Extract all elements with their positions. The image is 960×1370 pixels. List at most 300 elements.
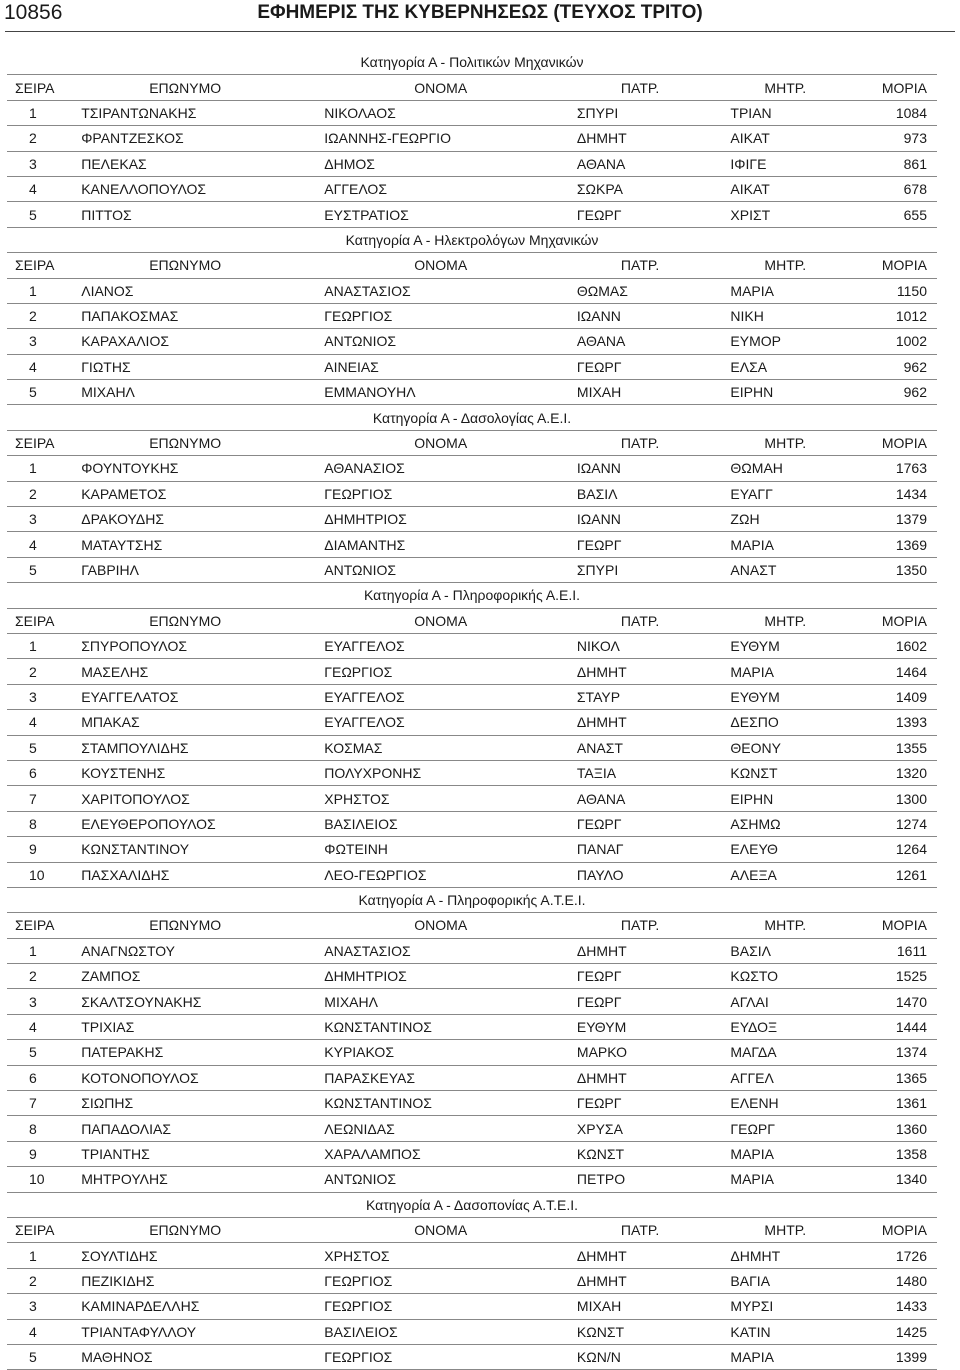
column-header-row (7, 430, 937, 455)
table-row (7, 1141, 937, 1166)
cell-mother-name: ΘΕΟΝΥ (720, 735, 865, 760)
category-title-row (7, 1192, 937, 1217)
cell-mother-name: ΚΩΝΣΤ (720, 760, 865, 785)
cell-surname: ΠΑΠΑΚΟΣΜΑΣ (71, 303, 314, 328)
table-row (7, 1014, 937, 1039)
cell-father-name: ΑΘΑΝΑ (567, 329, 721, 354)
table-row (7, 633, 937, 658)
cell-mother-name: ΤΡΙΑΝ (720, 100, 865, 125)
cell-first-name: ΓΕΩΡΓΙΟΣ (314, 303, 567, 328)
column-header-score: ΜΟΡΙΑ (865, 253, 937, 278)
cell-father-name: ΣΩΚΡΑ (567, 176, 721, 201)
table-row (7, 1167, 937, 1192)
cell-row-number: 3 (7, 684, 71, 709)
table-row (7, 989, 937, 1014)
page-number: 10856 (4, 1, 63, 24)
cell-mother-name: ΑΓΓΕΛ (720, 1065, 865, 1090)
cell-surname: ΣΤΑΜΠΟΥΛΙΔΗΣ (71, 735, 314, 760)
table-row (7, 456, 937, 481)
cell-surname: ΓΙΩΤΗΣ (71, 354, 314, 379)
table-row (7, 1243, 937, 1268)
cell-mother-name: ΑΣΗΜΩ (720, 811, 865, 836)
cell-mother-name: ΕΛΕΝΗ (720, 1091, 865, 1116)
cell-first-name: ΓΕΩΡΓΙΟΣ (314, 481, 567, 506)
cell-row-number: 7 (7, 786, 71, 811)
cell-surname: ΤΡΙΧΙΑΣ (71, 1014, 314, 1039)
cell-surname: ΜΙΧΑΗΛ (71, 380, 314, 405)
cell-mother-name: ΓΕΩΡΓ (720, 1116, 865, 1141)
cell-surname: ΣΠΥΡΟΠΟΥΛΟΣ (71, 633, 314, 658)
cell-row-number: 5 (7, 1344, 71, 1369)
cell-first-name: ΦΩΤΕΙΝΗ (314, 837, 567, 862)
cell-father-name: ΓΕΩΡΓ (567, 354, 721, 379)
table-row (7, 684, 937, 709)
table-row (7, 303, 937, 328)
cell-mother-name: ΑΙΚΑΤ (720, 126, 865, 151)
table-row (7, 964, 937, 989)
column-header-father-name: ΠΑΤΡ. (567, 253, 721, 278)
cell-father-name: ΓΕΩΡΓ (567, 989, 721, 1014)
category-title-row (7, 405, 937, 430)
cell-surname: ΚΑΜΙΝΑΡΔΕΛΛΗΣ (71, 1294, 314, 1319)
cell-mother-name: ΕΛΕΥΘ (720, 837, 865, 862)
cell-father-name: ΚΩΝ/Ν (567, 1344, 721, 1369)
column-header-row-number: ΣΕΙΡΑ (7, 913, 71, 938)
cell-surname: ΜΠΑΚΑΣ (71, 710, 314, 735)
cell-row-number: 1 (7, 278, 71, 303)
table-row (7, 837, 937, 862)
gazette-title: ΕΦΗΜΕΡΙΣ ΤΗΣ ΚΥΒΕΡΝΗΣΕΩΣ (ΤΕΥΧΟΣ ΤΡΙΤΟ) (257, 2, 703, 23)
table-row (7, 176, 937, 201)
cell-surname: ΤΡΙΑΝΤΗΣ (71, 1141, 314, 1166)
cell-father-name: ΔΗΜΗΤ (567, 659, 721, 684)
column-header-first-name: ΟΝΟΜΑ (314, 913, 567, 938)
cell-surname: ΚΟΤΟΝΟΠΟΥΛΟΣ (71, 1065, 314, 1090)
cell-mother-name: ΙΦΙΓΕ (720, 151, 865, 176)
page-header (0, 0, 960, 30)
table-row (7, 1116, 937, 1141)
category-title-row (7, 583, 937, 608)
cell-surname: ΠΑΤΕΡΑΚΗΣ (71, 1040, 314, 1065)
cell-row-number: 5 (7, 735, 71, 760)
cell-father-name: ΠΑΝΑΓ (567, 837, 721, 862)
column-header-row (7, 608, 937, 633)
cell-row-number: 1 (7, 456, 71, 481)
cell-score: 973 (865, 126, 937, 151)
column-header-first-name: ΟΝΟΜΑ (314, 75, 567, 100)
cell-mother-name: ΜΑΡΙΑ (720, 1141, 865, 1166)
cell-first-name: ΓΕΩΡΓΙΟΣ (314, 1268, 567, 1293)
cell-score: 1355 (865, 735, 937, 760)
cell-father-name: ΚΩΝΣΤ (567, 1141, 721, 1166)
table-row (7, 735, 937, 760)
column-header-score: ΜΟΡΙΑ (865, 75, 937, 100)
table-row (7, 481, 937, 506)
cell-father-name: ΣΤΑΥΡ (567, 684, 721, 709)
column-header-father-name: ΠΑΤΡ. (567, 1217, 721, 1242)
cell-row-number: 2 (7, 1268, 71, 1293)
cell-first-name: ΔΗΜΗΤΡΙΟΣ (314, 964, 567, 989)
cell-first-name: ΓΕΩΡΓΙΟΣ (314, 1344, 567, 1369)
cell-mother-name: ΜΑΡΙΑ (720, 659, 865, 684)
table-row (7, 710, 937, 735)
cell-row-number: 9 (7, 1141, 71, 1166)
cell-first-name: ΠΑΡΑΣΚΕΥΑΣ (314, 1065, 567, 1090)
cell-score: 1470 (865, 989, 937, 1014)
cell-row-number: 8 (7, 1116, 71, 1141)
table-row (7, 1319, 937, 1344)
table-row (7, 1344, 937, 1369)
cell-mother-name: ΧΡΙΣΤ (720, 202, 865, 227)
cell-father-name: ΤΑΞΙΑ (567, 760, 721, 785)
header-divider (5, 31, 955, 32)
cell-score: 1358 (865, 1141, 937, 1166)
column-header-score: ΜΟΡΙΑ (865, 913, 937, 938)
cell-father-name: ΠΑΥΛΟ (567, 862, 721, 887)
cell-father-name: ΠΕΤΡΟ (567, 1167, 721, 1192)
column-header-surname: ΕΠΩΝΥΜΟ (71, 253, 314, 278)
cell-first-name: ΕΥΑΓΓΕΛΟΣ (314, 633, 567, 658)
cell-father-name: ΓΕΩΡΓ (567, 532, 721, 557)
cell-row-number: 5 (7, 202, 71, 227)
table-row (7, 100, 937, 125)
cell-score: 1726 (865, 1243, 937, 1268)
cell-father-name: ΔΗΜΗΤ (567, 938, 721, 963)
cell-first-name: ΒΑΣΙΛΕΙΟΣ (314, 1319, 567, 1344)
cell-row-number: 3 (7, 507, 71, 532)
cell-surname: ΠΑΠΑΔΟΛΙΑΣ (71, 1116, 314, 1141)
cell-mother-name: ΜΑΡΙΑ (720, 1167, 865, 1192)
cell-row-number: 5 (7, 1040, 71, 1065)
cell-score: 1525 (865, 964, 937, 989)
cell-first-name: ΚΟΣΜΑΣ (314, 735, 567, 760)
cell-surname: ΕΛΕΥΘΕΡΟΠΟΥΛΟΣ (71, 811, 314, 836)
cell-score: 1261 (865, 862, 937, 887)
cell-first-name: ΓΕΩΡΓΙΟΣ (314, 659, 567, 684)
cell-first-name: ΝΙΚΟΛΑΟΣ (314, 100, 567, 125)
cell-score: 1374 (865, 1040, 937, 1065)
cell-score: 1365 (865, 1065, 937, 1090)
table-row (7, 760, 937, 785)
table-row (7, 202, 937, 227)
cell-father-name: ΣΠΥΡΙ (567, 100, 721, 125)
cell-father-name: ΓΕΩΡΓ (567, 811, 721, 836)
column-header-mother-name: ΜΗΤΡ. (720, 430, 865, 455)
column-header-mother-name: ΜΗΤΡ. (720, 253, 865, 278)
cell-father-name: ΕΥΘΥΜ (567, 1014, 721, 1039)
cell-surname: ΜΑΘΗΝΟΣ (71, 1344, 314, 1369)
cell-score: 1409 (865, 684, 937, 709)
results-table-body (7, 50, 937, 1370)
column-header-row (7, 253, 937, 278)
column-header-mother-name: ΜΗΤΡ. (720, 75, 865, 100)
cell-father-name: ΓΕΩΡΓ (567, 964, 721, 989)
cell-score: 1434 (865, 481, 937, 506)
cell-score: 1264 (865, 837, 937, 862)
cell-mother-name: ΜΥΡΣΙ (720, 1294, 865, 1319)
cell-row-number: 2 (7, 659, 71, 684)
cell-score: 1464 (865, 659, 937, 684)
cell-mother-name: ΕΛΣΑ (720, 354, 865, 379)
category-title: Κατηγορία Α - Πληροφορικής Α.Τ.Ε.Ι. (7, 887, 937, 912)
cell-first-name: ΕΜΜΑΝΟΥΗΛ (314, 380, 567, 405)
cell-row-number: 3 (7, 1294, 71, 1319)
cell-surname: ΚΩΝΣΤΑΝΤΙΝΟΥ (71, 837, 314, 862)
cell-mother-name: ΚΩΣΤΟ (720, 964, 865, 989)
cell-father-name: ΔΗΜΗΤ (567, 1065, 721, 1090)
cell-surname: ΚΑΝΕΛΛΟΠΟΥΛΟΣ (71, 176, 314, 201)
column-header-first-name: ΟΝΟΜΑ (314, 253, 567, 278)
column-header-father-name: ΠΑΤΡ. (567, 608, 721, 633)
cell-row-number: 4 (7, 1014, 71, 1039)
cell-first-name: ΧΡΗΣΤΟΣ (314, 786, 567, 811)
cell-mother-name: ΔΕΣΠΟ (720, 710, 865, 735)
cell-surname: ΦΡΑΝΤΖΕΣΚΟΣ (71, 126, 314, 151)
table-row (7, 1091, 937, 1116)
cell-score: 1340 (865, 1167, 937, 1192)
cell-score: 678 (865, 176, 937, 201)
column-header-father-name: ΠΑΤΡ. (567, 913, 721, 938)
cell-row-number: 1 (7, 633, 71, 658)
cell-surname: ΔΡΑΚΟΥΔΗΣ (71, 507, 314, 532)
cell-father-name: ΑΘΑΝΑ (567, 151, 721, 176)
cell-mother-name: ΕΥΜΟΡ (720, 329, 865, 354)
cell-surname: ΚΟΥΣΤΕΝΗΣ (71, 760, 314, 785)
cell-surname: ΑΝΑΓΝΩΣΤΟΥ (71, 938, 314, 963)
cell-surname: ΠΕΖΙΚΙΔΗΣ (71, 1268, 314, 1293)
cell-row-number: 4 (7, 354, 71, 379)
cell-first-name: ΛΕΩΝΙΔΑΣ (314, 1116, 567, 1141)
cell-row-number: 6 (7, 760, 71, 785)
cell-father-name: ΙΩΑΝΝ (567, 507, 721, 532)
cell-surname: ΓΑΒΡΙΗΛ (71, 557, 314, 582)
table-row (7, 278, 937, 303)
cell-surname: ΜΑΤΑΥΤΣΗΣ (71, 532, 314, 557)
table-row (7, 1268, 937, 1293)
column-header-row-number: ΣΕΙΡΑ (7, 430, 71, 455)
cell-score: 1274 (865, 811, 937, 836)
cell-score: 1611 (865, 938, 937, 963)
table-row (7, 557, 937, 582)
cell-surname: ΕΥΑΓΓΕΛΑΤΟΣ (71, 684, 314, 709)
category-title-row (7, 227, 937, 252)
column-header-father-name: ΠΑΤΡ. (567, 430, 721, 455)
cell-row-number: 8 (7, 811, 71, 836)
column-header-score: ΜΟΡΙΑ (865, 608, 937, 633)
column-header-mother-name: ΜΗΤΡ. (720, 1217, 865, 1242)
column-header-row (7, 913, 937, 938)
cell-first-name: ΑΓΓΕΛΟΣ (314, 176, 567, 201)
cell-score: 1320 (865, 760, 937, 785)
cell-father-name: ΧΡΥΣΑ (567, 1116, 721, 1141)
cell-father-name: ΑΘΑΝΑ (567, 786, 721, 811)
cell-surname: ΠΑΣΧΑΛΙΔΗΣ (71, 862, 314, 887)
cell-score: 861 (865, 151, 937, 176)
cell-first-name: ΕΥΑΓΓΕΛΟΣ (314, 684, 567, 709)
cell-father-name: ΓΕΩΡΓ (567, 1091, 721, 1116)
cell-row-number: 9 (7, 837, 71, 862)
cell-first-name: ΑΝΤΩΝΙΟΣ (314, 329, 567, 354)
cell-father-name: ΣΠΥΡΙ (567, 557, 721, 582)
cell-first-name: ΓΕΩΡΓΙΟΣ (314, 1294, 567, 1319)
cell-surname: ΠΕΛΕΚΑΣ (71, 151, 314, 176)
cell-surname: ΚΑΡΑΧΑΛΙΟΣ (71, 329, 314, 354)
cell-first-name: ΔΗΜΗΤΡΙΟΣ (314, 507, 567, 532)
cell-father-name: ΝΙΚΟΛ (567, 633, 721, 658)
cell-score: 1480 (865, 1268, 937, 1293)
column-header-mother-name: ΜΗΤΡ. (720, 608, 865, 633)
cell-score: 1393 (865, 710, 937, 735)
cell-father-name: ΒΑΣΙΛ (567, 481, 721, 506)
cell-first-name: ΑΝΤΩΝΙΟΣ (314, 557, 567, 582)
table-row (7, 151, 937, 176)
table-row (7, 862, 937, 887)
cell-mother-name: ΝΙΚΗ (720, 303, 865, 328)
cell-surname: ΤΡΙΑΝΤΑΦΥΛΛΟΥ (71, 1319, 314, 1344)
column-header-father-name: ΠΑΤΡ. (567, 75, 721, 100)
cell-score: 1369 (865, 532, 937, 557)
cell-score: 1012 (865, 303, 937, 328)
cell-row-number: 4 (7, 532, 71, 557)
cell-first-name: ΧΡΗΣΤΟΣ (314, 1243, 567, 1268)
cell-row-number: 3 (7, 989, 71, 1014)
cell-mother-name: ΚΑΤΙΝ (720, 1319, 865, 1344)
column-header-row-number: ΣΕΙΡΑ (7, 1217, 71, 1242)
cell-first-name: ΙΩΑΝΝΗΣ-ΓΕΩΡΓΙΟ (314, 126, 567, 151)
cell-score: 1379 (865, 507, 937, 532)
cell-first-name: ΔΙΑΜΑΝΤΗΣ (314, 532, 567, 557)
cell-father-name: ΜΙΧΑΗ (567, 1294, 721, 1319)
column-header-surname: ΕΠΩΝΥΜΟ (71, 75, 314, 100)
cell-first-name: ΠΟΛΥΧΡΟΝΗΣ (314, 760, 567, 785)
cell-row-number: 4 (7, 710, 71, 735)
cell-mother-name: ΕΥΑΓΓ (720, 481, 865, 506)
column-header-surname: ΕΠΩΝΥΜΟ (71, 1217, 314, 1242)
cell-mother-name: ΔΗΜΗΤ (720, 1243, 865, 1268)
cell-surname: ΣΚΑΛΤΣΟΥΝΑΚΗΣ (71, 989, 314, 1014)
results-table (7, 50, 937, 1370)
cell-surname: ΧΑΡΙΤΟΠΟΥΛΟΣ (71, 786, 314, 811)
cell-first-name: ΒΑΣΙΛΕΙΟΣ (314, 811, 567, 836)
cell-first-name: ΑΙΝΕΙΑΣ (314, 354, 567, 379)
cell-surname: ΣΟΥΛΤΙΔΗΣ (71, 1243, 314, 1268)
cell-row-number: 6 (7, 1065, 71, 1090)
cell-mother-name: ΕΙΡΗΝ (720, 380, 865, 405)
cell-score: 1300 (865, 786, 937, 811)
cell-score: 1444 (865, 1014, 937, 1039)
cell-surname: ΚΑΡΑΜΕΤΟΣ (71, 481, 314, 506)
cell-surname: ΜΑΣΕΛΗΣ (71, 659, 314, 684)
cell-mother-name: ΕΙΡΗΝ (720, 786, 865, 811)
cell-mother-name: ΘΩΜΑΗ (720, 456, 865, 481)
cell-row-number: 7 (7, 1091, 71, 1116)
cell-score: 655 (865, 202, 937, 227)
cell-father-name: ΔΗΜΗΤ (567, 710, 721, 735)
cell-first-name: ΛΕΟ-ΓΕΩΡΓΙΟΣ (314, 862, 567, 887)
table-row (7, 659, 937, 684)
table-row (7, 354, 937, 379)
cell-row-number: 2 (7, 126, 71, 151)
column-header-row (7, 75, 937, 100)
cell-score: 1763 (865, 456, 937, 481)
cell-surname: ΤΣΙΡΑΝΤΩΝΑΚΗΣ (71, 100, 314, 125)
table-row (7, 786, 937, 811)
cell-first-name: ΑΝΤΩΝΙΟΣ (314, 1167, 567, 1192)
table-row (7, 126, 937, 151)
table-row (7, 1065, 937, 1090)
cell-first-name: ΑΝΑΣΤΑΣΙΟΣ (314, 278, 567, 303)
table-row (7, 532, 937, 557)
cell-row-number: 3 (7, 151, 71, 176)
category-title: Κατηγορία Α - Πληροφορικής Α.Ε.Ι. (7, 583, 937, 608)
category-title-row (7, 50, 937, 75)
cell-mother-name: ΕΥΘΥΜ (720, 633, 865, 658)
cell-row-number: 5 (7, 380, 71, 405)
cell-first-name: ΕΥΣΤΡΑΤΙΟΣ (314, 202, 567, 227)
cell-score: 1002 (865, 329, 937, 354)
table-row (7, 1294, 937, 1319)
cell-mother-name: ΑΙΚΑΤ (720, 176, 865, 201)
cell-surname: ΖΑΜΠΟΣ (71, 964, 314, 989)
cell-surname: ΜΗΤΡΟΥΛΗΣ (71, 1167, 314, 1192)
cell-first-name: ΚΥΡΙΑΚΟΣ (314, 1040, 567, 1065)
cell-father-name: ΔΗΜΗΤ (567, 1243, 721, 1268)
cell-score: 1433 (865, 1294, 937, 1319)
cell-father-name: ΙΩΑΝΝ (567, 456, 721, 481)
cell-mother-name: ΒΑΣΙΛ (720, 938, 865, 963)
cell-row-number: 2 (7, 481, 71, 506)
cell-row-number: 10 (7, 862, 71, 887)
table-row (7, 938, 937, 963)
cell-row-number: 3 (7, 329, 71, 354)
table-row (7, 329, 937, 354)
table-row (7, 811, 937, 836)
cell-row-number: 2 (7, 964, 71, 989)
column-header-first-name: ΟΝΟΜΑ (314, 608, 567, 633)
cell-mother-name: ΕΥΘΥΜ (720, 684, 865, 709)
category-title: Κατηγορία Α - Ηλεκτρολόγων Μηχανικών (7, 227, 937, 252)
column-header-row (7, 1217, 937, 1242)
column-header-surname: ΕΠΩΝΥΜΟ (71, 608, 314, 633)
cell-mother-name: ΑΛΕΞΑ (720, 862, 865, 887)
table-row (7, 1040, 937, 1065)
cell-score: 1361 (865, 1091, 937, 1116)
cell-mother-name: ΜΑΡΙΑ (720, 1344, 865, 1369)
cell-score: 962 (865, 354, 937, 379)
column-header-first-name: ΟΝΟΜΑ (314, 1217, 567, 1242)
cell-surname: ΣΙΩΠΗΣ (71, 1091, 314, 1116)
cell-score: 962 (865, 380, 937, 405)
category-title: Κατηγορία Α - Δασολογίας Α.Ε.Ι. (7, 405, 937, 430)
cell-mother-name: ΑΓΛΑΙ (720, 989, 865, 1014)
category-title: Κατηγορία Α - Πολιτικών Μηχανικών (7, 50, 937, 75)
cell-first-name: ΚΩΝΣΤΑΝΤΙΝΟΣ (314, 1091, 567, 1116)
cell-score: 1350 (865, 557, 937, 582)
cell-father-name: ΙΩΑΝΝ (567, 303, 721, 328)
cell-first-name: ΑΘΑΝΑΣΙΟΣ (314, 456, 567, 481)
cell-father-name: ΔΗΜΗΤ (567, 1268, 721, 1293)
cell-mother-name: ΑΝΑΣΤ (720, 557, 865, 582)
cell-father-name: ΔΗΜΗΤ (567, 126, 721, 151)
cell-score: 1360 (865, 1116, 937, 1141)
cell-mother-name: ΕΥΔΟΞ (720, 1014, 865, 1039)
cell-mother-name: ΜΑΡΙΑ (720, 278, 865, 303)
cell-row-number: 2 (7, 303, 71, 328)
cell-score: 1399 (865, 1344, 937, 1369)
column-header-surname: ΕΠΩΝΥΜΟ (71, 430, 314, 455)
cell-mother-name: ΒΑΓΙΑ (720, 1268, 865, 1293)
cell-first-name: ΑΝΑΣΤΑΣΙΟΣ (314, 938, 567, 963)
